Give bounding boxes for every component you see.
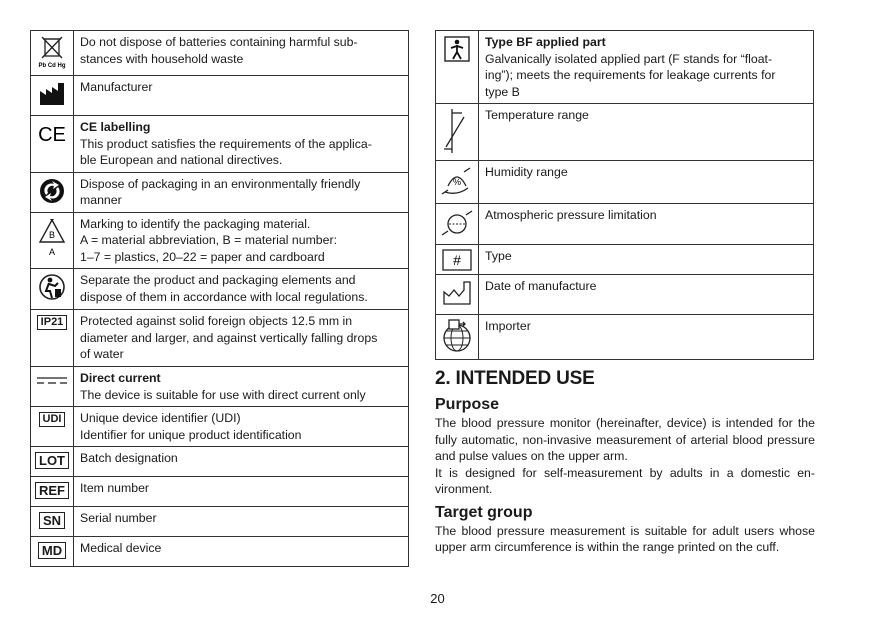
purpose-heading: Purpose xyxy=(435,396,500,413)
md-icon: MD xyxy=(38,542,66,559)
symbol-description: Item number xyxy=(80,481,150,495)
symbol-row xyxy=(31,269,409,310)
symbol-description: Type xyxy=(485,249,512,263)
symbol-row xyxy=(436,245,814,275)
section-heading: 2. INTENDED USE xyxy=(435,368,595,389)
type-bf-icon xyxy=(442,34,472,64)
direct-current-icon xyxy=(35,370,69,390)
symbol-row xyxy=(436,31,814,104)
symbol-description: Humidity range xyxy=(485,165,568,179)
symbol-row xyxy=(436,104,814,161)
ce-icon-text: CE xyxy=(38,124,66,146)
symbol-description: The device is suitable for use with direct current only xyxy=(80,387,366,402)
separate-recycling-icon xyxy=(37,272,67,302)
symbol-description: Do not dispose of batteries containing harmful sub- stances with household waste xyxy=(80,35,358,66)
symbol-description: Importer xyxy=(485,319,531,333)
symbol-description: Date of manufacture xyxy=(485,279,597,293)
intended-use-section xyxy=(435,368,815,556)
date-manufacture-icon xyxy=(441,278,473,308)
target-group-paragraph: The blood pressure measurement is suitable for adult users whose upper arm circumference is within the range printed on the cuff. xyxy=(435,523,815,554)
symbol-title: Direct current xyxy=(80,371,161,385)
symbol-title: Type BF applied part xyxy=(485,35,606,49)
manufacturer-icon xyxy=(37,79,67,109)
symbol-description: Medical device xyxy=(80,541,162,555)
symbol-row xyxy=(436,161,814,204)
importer-icon xyxy=(440,318,474,354)
symbol-description: Serial number xyxy=(80,511,157,525)
symbol-description: Dispose of packaging in an environmentally friendly manner xyxy=(80,176,361,207)
green-dot-icon xyxy=(37,176,67,206)
symbol-title: CE labelling xyxy=(80,120,151,134)
type-hash-icon xyxy=(440,248,474,272)
symbol-description: Unique device identifier (UDI) Identifier for unique product identification xyxy=(80,411,302,442)
symbol-row xyxy=(31,367,409,407)
material-number-text: B xyxy=(48,229,56,240)
symbol-row xyxy=(31,172,409,212)
udi-icon: UDI xyxy=(39,412,66,427)
symbol-description: Marking to identify the packaging material. A = material abbreviation, B = material number: 1–7 = plastics, 20–22 = paper and cardboard xyxy=(80,216,337,264)
symbol-row xyxy=(31,31,409,76)
symbol-description: Batch designation xyxy=(80,451,178,465)
symbol-row xyxy=(31,76,409,116)
symbol-row xyxy=(436,275,814,315)
symbol-row xyxy=(31,507,409,537)
target-group-heading: Target group xyxy=(435,503,533,521)
symbol-row xyxy=(31,310,409,367)
symbol-row xyxy=(31,447,409,477)
symbol-description: Galvanically isolated applied part (F stands for “float- ing”); meets the requirements for leakage currents for type B xyxy=(485,51,776,99)
symbol-description: Protected against solid foreign objects 12.5 mm in diameter and larger, and against vertically falling drops of water xyxy=(80,314,378,361)
symbol-row xyxy=(436,204,814,245)
humidity-icon-text: % xyxy=(452,177,462,187)
lot-icon: LOT xyxy=(35,452,69,469)
symbol-row xyxy=(31,477,409,507)
left-symbol-table xyxy=(30,30,409,567)
sn-icon: SN xyxy=(39,512,65,529)
symbol-description: Manufacturer xyxy=(80,80,153,94)
purpose-paragraph-2: It is designed for self-measurement by adults in a domestic en-vironment. xyxy=(435,465,815,496)
temperature-icon xyxy=(440,107,474,155)
recycling-triangle-icon xyxy=(37,216,67,260)
symbol-row xyxy=(436,315,814,360)
symbol-row xyxy=(31,537,409,567)
purpose-paragraph-1: The blood pressure monitor (hereinafter, device) is intended for the fully automatic, non-invasive measurement of arterial blood pressure and pulse values on the upper arm. xyxy=(435,416,815,463)
symbol-description: Separate the product and packaging elements and dispose of them in accordance with local regulations. xyxy=(80,273,368,304)
symbol-row xyxy=(31,212,409,269)
material-abbr-text: A xyxy=(48,246,56,257)
symbol-description: Temperature range xyxy=(485,108,589,122)
ce-mark-icon xyxy=(36,119,68,149)
hash-icon-text: # xyxy=(453,252,461,268)
humidity-icon xyxy=(440,164,474,198)
symbol-description: This product satisfies the requirements of the applica- ble European and national directives. xyxy=(80,136,372,167)
symbol-row xyxy=(31,116,409,173)
battery-waste-icon xyxy=(37,34,67,70)
symbol-description: Atmospheric pressure limitation xyxy=(485,208,657,222)
battery-icon-text: Pb Cd Hg xyxy=(38,63,66,69)
page-number: 20 xyxy=(430,591,445,606)
ref-icon: REF xyxy=(35,482,69,499)
right-symbol-table xyxy=(435,30,814,360)
pressure-icon xyxy=(440,207,474,239)
ip21-icon: IP21 xyxy=(37,315,68,330)
symbol-row xyxy=(31,407,409,447)
